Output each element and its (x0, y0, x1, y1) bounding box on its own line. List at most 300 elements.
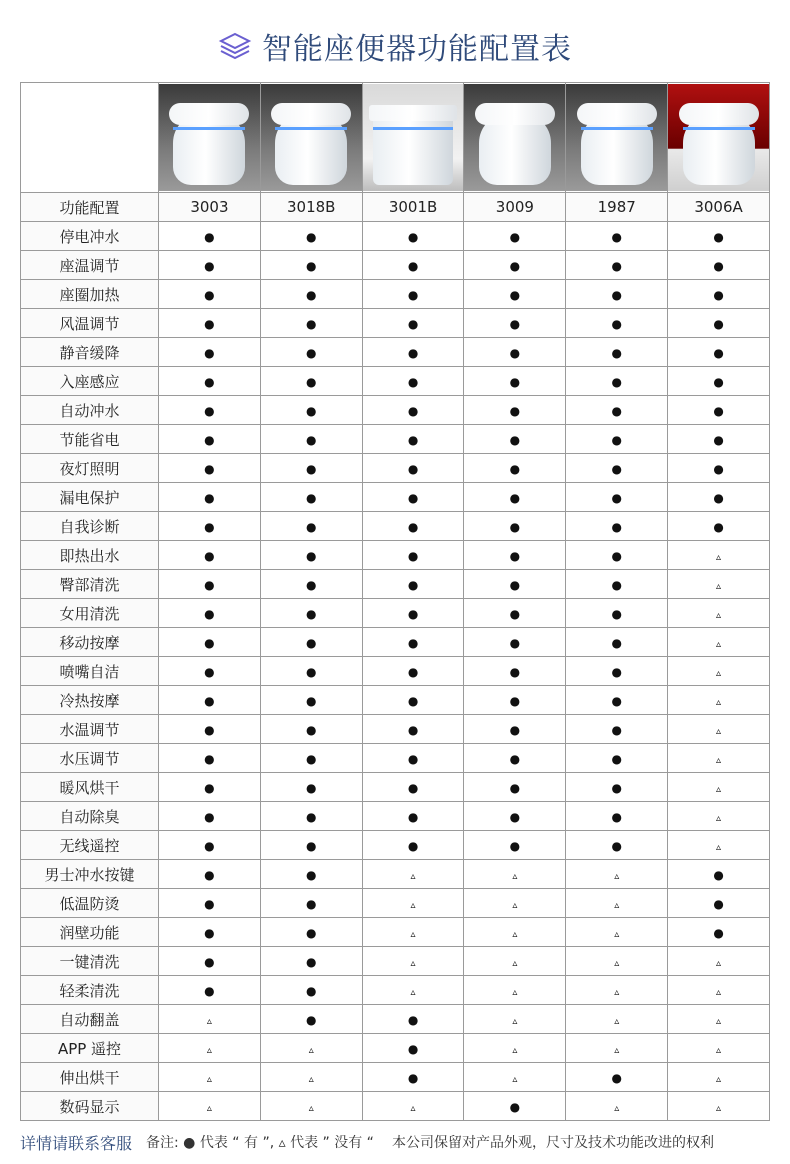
feature-cell (668, 628, 770, 657)
dot-icon: ● (611, 520, 622, 534)
dot-icon: ● (713, 868, 724, 882)
feature-cell (362, 947, 464, 976)
feature-cell (566, 222, 668, 251)
feature-row (21, 773, 770, 802)
feature-row (21, 338, 770, 367)
feature-name: 入座感应 (21, 367, 159, 396)
feature-cell (362, 628, 464, 657)
product-image-cell (566, 83, 668, 193)
dot-icon: ● (509, 520, 521, 534)
feature-cell (362, 541, 464, 570)
feature-cell (668, 483, 770, 512)
triangle-icon: ▵ (614, 929, 620, 940)
feature-name: 女用清洗 (21, 599, 159, 628)
dot-icon: ● (407, 810, 419, 824)
feature-cell (362, 599, 464, 628)
feature-cell (260, 773, 362, 802)
feature-cell (159, 367, 261, 396)
dot-icon: ● (509, 694, 521, 708)
dot-icon: ● (306, 839, 317, 853)
feature-cell (566, 889, 668, 918)
dot-icon: ● (611, 259, 622, 273)
feature-cell (260, 483, 362, 512)
feature-name: 漏电保护 (21, 483, 159, 512)
dot-icon: ● (306, 404, 317, 418)
triangle-icon: ▵ (716, 639, 722, 650)
triangle-icon: ▵ (410, 900, 416, 911)
feature-cell (260, 570, 362, 599)
toilet-lid (577, 103, 657, 125)
dot-icon: ● (407, 1071, 419, 1085)
feature-cell (566, 1063, 668, 1092)
model-row (21, 193, 770, 222)
triangle-icon: ▵ (614, 958, 620, 969)
dot-icon: ● (204, 607, 215, 621)
led-band (683, 127, 755, 130)
feature-cell (566, 599, 668, 628)
dot-icon: ● (204, 868, 215, 882)
feature-cell (464, 454, 566, 483)
triangle-icon: ▵ (512, 900, 518, 911)
triangle-icon: ▵ (308, 1074, 314, 1085)
triangle-icon: ▵ (410, 929, 416, 940)
dot-icon: ● (713, 491, 724, 505)
feature-cell (464, 541, 566, 570)
feature-cell (159, 338, 261, 367)
feature-row (21, 947, 770, 976)
feature-cell (260, 251, 362, 280)
dot-icon: ● (306, 781, 317, 795)
dot-icon: ● (611, 636, 622, 650)
dot-icon: ● (509, 752, 521, 766)
feature-row (21, 1005, 770, 1034)
feature-row (21, 860, 770, 889)
feature-cell (464, 715, 566, 744)
dot-icon: ● (611, 810, 622, 824)
dot-icon: ● (204, 491, 215, 505)
dot-icon: ● (306, 926, 317, 940)
triangle-icon: ▵ (206, 1016, 212, 1027)
feature-cell (260, 628, 362, 657)
feature-cell (464, 744, 566, 773)
dot-icon: ● (509, 491, 521, 505)
feature-cell (464, 802, 566, 831)
feature-cell (159, 396, 261, 425)
feature-cell (464, 280, 566, 309)
triangle-icon: ▵ (308, 1103, 314, 1114)
feature-name: 冷热按摩 (21, 686, 159, 715)
feature-cell (260, 976, 362, 1005)
feature-name: 自我诊断 (21, 512, 159, 541)
feature-cell (566, 280, 668, 309)
dot-icon: ● (204, 520, 215, 534)
feature-cell (159, 1034, 261, 1063)
dot-icon: ● (509, 781, 521, 795)
dot-icon: ● (509, 839, 521, 853)
feature-cell (566, 512, 668, 541)
feature-row (21, 367, 770, 396)
feature-cell (464, 1063, 566, 1092)
contact-text[interactable]: 详情请联系客服 (20, 1133, 133, 1153)
dot-icon: ● (306, 375, 317, 389)
dot-icon: ● (407, 578, 419, 592)
feature-cell (566, 773, 668, 802)
feature-row (21, 744, 770, 773)
feature-cell (260, 280, 362, 309)
feature-cell (159, 657, 261, 686)
feature-name: 伸出烘干 (21, 1063, 159, 1092)
feature-cell (668, 831, 770, 860)
feature-cell (362, 773, 464, 802)
toilet-illustration (683, 113, 755, 185)
feature-cell (260, 512, 362, 541)
dot-icon: ● (509, 433, 521, 447)
dot-icon: ● (306, 520, 317, 534)
feature-cell (668, 686, 770, 715)
dot-icon: ● (407, 288, 419, 302)
feature-cell (260, 1063, 362, 1092)
feature-row (21, 889, 770, 918)
triangle-icon: ▵ (512, 929, 518, 940)
feature-cell (260, 744, 362, 773)
feature-cell (159, 715, 261, 744)
dot-icon: ● (713, 375, 724, 389)
triangle-icon: ▵ (614, 871, 620, 882)
feature-cell (260, 541, 362, 570)
dot-icon: ● (611, 549, 622, 563)
dot-icon: ● (611, 404, 622, 418)
feature-cell (464, 947, 566, 976)
feature-cell (260, 657, 362, 686)
dot-icon: ● (611, 607, 622, 621)
feature-cell (668, 889, 770, 918)
dot-icon: ● (407, 346, 419, 360)
triangle-icon: ▵ (716, 1045, 722, 1056)
dot-icon: ● (509, 346, 521, 360)
feature-cell (566, 454, 668, 483)
dot-icon: ● (407, 375, 419, 389)
feature-cell (668, 860, 770, 889)
feature-cell (668, 367, 770, 396)
feature-cell (566, 251, 668, 280)
dot-icon: ● (611, 781, 622, 795)
feature-cell (159, 309, 261, 338)
feature-cell (159, 280, 261, 309)
feature-cell (566, 976, 668, 1005)
toilet-lid (169, 103, 249, 125)
feature-name: APP 遥控 (21, 1034, 159, 1063)
feature-cell (362, 686, 464, 715)
dot-icon: ● (407, 404, 419, 418)
feature-cell (362, 396, 464, 425)
model-header: 3003 (159, 193, 261, 222)
feature-cell (668, 773, 770, 802)
dot-icon: ● (611, 665, 622, 679)
triangle-icon: ▵ (614, 1045, 620, 1056)
feature-cell (566, 1092, 668, 1121)
feature-cell (464, 1034, 566, 1063)
feature-cell (362, 309, 464, 338)
dot-icon: ● (306, 433, 317, 447)
feature-row (21, 686, 770, 715)
dot-icon: ● (407, 520, 419, 534)
feature-name: 暖风烘干 (21, 773, 159, 802)
feature-cell (260, 222, 362, 251)
dot-icon: ● (204, 897, 215, 911)
feature-cell (464, 251, 566, 280)
dot-icon: ● (407, 549, 419, 563)
feature-cell (668, 947, 770, 976)
toilet-lid (679, 103, 759, 125)
feature-cell (464, 976, 566, 1005)
dot-icon: ● (509, 375, 521, 389)
feature-cell (159, 512, 261, 541)
triangle-icon: ▵ (716, 726, 722, 737)
feature-cell (362, 860, 464, 889)
led-band (581, 127, 653, 130)
triangle-icon: ▵ (512, 1045, 518, 1056)
feature-row (21, 802, 770, 831)
model-header: 3018B (260, 193, 362, 222)
triangle-icon: ▵ (716, 610, 722, 621)
dot-icon: ● (306, 984, 317, 998)
dot-icon: ● (407, 665, 419, 679)
feature-cell (362, 512, 464, 541)
dot-icon: ● (204, 781, 215, 795)
feature-cell (464, 396, 566, 425)
feature-cell (159, 541, 261, 570)
feature-name: 自动翻盖 (21, 1005, 159, 1034)
triangle-icon: ▵ (614, 900, 620, 911)
dot-icon: ● (306, 259, 317, 273)
feature-cell (260, 396, 362, 425)
dot-icon: ● (611, 288, 622, 302)
dot-icon: ● (306, 549, 317, 563)
dot-icon: ● (306, 694, 317, 708)
product-image-cell (668, 83, 770, 193)
feature-cell (668, 918, 770, 947)
dot-icon: ● (407, 636, 419, 650)
product-image (159, 84, 260, 191)
toilet-lid (271, 103, 351, 125)
feature-cell (260, 860, 362, 889)
triangle-icon: ▵ (716, 1103, 722, 1114)
feature-cell (464, 860, 566, 889)
triangle-icon: ▵ (716, 784, 722, 795)
dot-icon: ● (204, 288, 215, 302)
feature-cell (668, 570, 770, 599)
triangle-icon: ▵ (614, 987, 620, 998)
feature-name: 无线遥控 (21, 831, 159, 860)
dot-icon: ● (306, 955, 317, 969)
feature-cell (566, 657, 668, 686)
feature-cell (566, 367, 668, 396)
feature-name: 移动按摩 (21, 628, 159, 657)
dot-icon: ● (509, 549, 521, 563)
feature-cell (362, 570, 464, 599)
product-image-cell (362, 83, 464, 193)
dot-icon: ● (713, 926, 724, 940)
triangle-icon: ▵ (206, 1045, 212, 1056)
led-band (275, 127, 347, 130)
feature-cell (464, 222, 566, 251)
dot-icon: ● (204, 984, 215, 998)
feature-cell (668, 715, 770, 744)
product-image (668, 84, 769, 191)
layers-icon (218, 29, 252, 63)
feature-row (21, 222, 770, 251)
feature-cell (566, 338, 668, 367)
feature-cell (464, 1005, 566, 1034)
feature-cell (668, 512, 770, 541)
dot-icon: ● (407, 839, 419, 853)
feature-cell (464, 831, 566, 860)
feature-row (21, 541, 770, 570)
feature-cell (260, 947, 362, 976)
feature-cell (159, 425, 261, 454)
product-image-cell (159, 83, 261, 193)
feature-cell (362, 1005, 464, 1034)
dot-icon: ● (204, 926, 215, 940)
feature-cell (362, 425, 464, 454)
feature-cell (260, 889, 362, 918)
triangle-icon: ▵ (410, 871, 416, 882)
dot-icon: ● (306, 317, 317, 331)
dot-icon: ● (611, 375, 622, 389)
dot-icon: ● (204, 839, 215, 853)
feature-name: 水温调节 (21, 715, 159, 744)
dot-icon: ● (204, 810, 215, 824)
feature-cell (159, 889, 261, 918)
feature-cell (668, 657, 770, 686)
feature-cell (566, 628, 668, 657)
dot-icon: ● (509, 636, 521, 650)
dot-icon: ● (713, 259, 724, 273)
feature-cell (464, 889, 566, 918)
dot-icon: ● (611, 433, 622, 447)
feature-cell (260, 1092, 362, 1121)
feature-cell (566, 1034, 668, 1063)
feature-cell (362, 338, 464, 367)
feature-cell (159, 686, 261, 715)
page-title-bar (0, 24, 790, 68)
dot-icon: ● (509, 607, 521, 621)
feature-cell (668, 1063, 770, 1092)
model-header: 3009 (464, 193, 566, 222)
dot-icon: ● (204, 752, 215, 766)
feature-name: 水压调节 (21, 744, 159, 773)
dot-icon: ● (306, 462, 317, 476)
feature-name: 喷嘴自洁 (21, 657, 159, 686)
dot-icon: ● (407, 433, 419, 447)
feature-row (21, 715, 770, 744)
feature-cell (362, 657, 464, 686)
feature-row (21, 396, 770, 425)
product-image (363, 84, 464, 191)
toilet-illustration (173, 113, 245, 185)
feature-cell (362, 367, 464, 396)
dot-icon: ● (713, 346, 724, 360)
feature-name: 座温调节 (21, 251, 159, 280)
dot-icon: ● (611, 752, 622, 766)
feature-name: 静音缓降 (21, 338, 159, 367)
dot-icon: ● (509, 230, 521, 244)
dot-icon: ● (306, 723, 317, 737)
feature-cell (260, 338, 362, 367)
dot-icon: ● (713, 317, 724, 331)
dot-icon: ● (204, 462, 215, 476)
dot-icon: ● (407, 317, 419, 331)
feature-cell (668, 396, 770, 425)
feature-cell (159, 222, 261, 251)
dot-icon: ● (611, 694, 622, 708)
disclaimer: 本公司保留对产品外观，尺寸及技术功能改进的权利 (391, 1135, 714, 1151)
feature-cell (464, 512, 566, 541)
dot-icon: ● (611, 1071, 622, 1085)
dot-icon: ● (713, 462, 724, 476)
feature-cell (159, 773, 261, 802)
dot-icon: ● (306, 636, 317, 650)
feature-cell (668, 309, 770, 338)
dot-icon: ● (509, 810, 521, 824)
feature-name: 轻柔清洗 (21, 976, 159, 1005)
dot-icon: ● (204, 549, 215, 563)
model-header: 1987 (566, 193, 668, 222)
feature-name: 男士冲水按键 (21, 860, 159, 889)
dot-icon: ● (509, 288, 521, 302)
feature-cell (668, 251, 770, 280)
triangle-icon: ▵ (716, 987, 722, 998)
feature-cell (464, 338, 566, 367)
product-image (464, 84, 565, 191)
dot-icon: ● (713, 433, 724, 447)
feature-cell (566, 396, 668, 425)
dot-icon: ● (509, 665, 521, 679)
dot-icon: ● (306, 1013, 317, 1027)
feature-cell (362, 1034, 464, 1063)
feature-cell (159, 860, 261, 889)
toilet-illustration (275, 113, 347, 185)
feature-row (21, 1092, 770, 1121)
dot-icon: ● (306, 607, 317, 621)
feature-cell (159, 1092, 261, 1121)
dot-icon: ● (611, 462, 622, 476)
triangle-icon: ▵ (614, 1103, 620, 1114)
dot-icon: ● (407, 694, 419, 708)
triangle-icon: ▵ (716, 842, 722, 853)
triangle-icon: ▵ (512, 987, 518, 998)
feature-cell (362, 802, 464, 831)
feature-cell (668, 744, 770, 773)
dot-icon: ● (611, 317, 622, 331)
feature-cell (464, 918, 566, 947)
dot-icon: ● (713, 520, 724, 534)
dot-icon: ● (407, 723, 419, 737)
feature-cell (464, 309, 566, 338)
feature-name: 一键清洗 (21, 947, 159, 976)
triangle-icon: ▵ (716, 697, 722, 708)
feature-cell (566, 715, 668, 744)
feature-cell (159, 570, 261, 599)
feature-cell (464, 483, 566, 512)
triangle-icon: ▵ (206, 1074, 212, 1085)
feature-cell (668, 1034, 770, 1063)
toilet-lid (369, 105, 457, 121)
dot-icon: ● (204, 404, 215, 418)
dot-icon: ● (509, 578, 521, 592)
feature-name: 润壁功能 (21, 918, 159, 947)
dot-icon: ● (204, 317, 215, 331)
